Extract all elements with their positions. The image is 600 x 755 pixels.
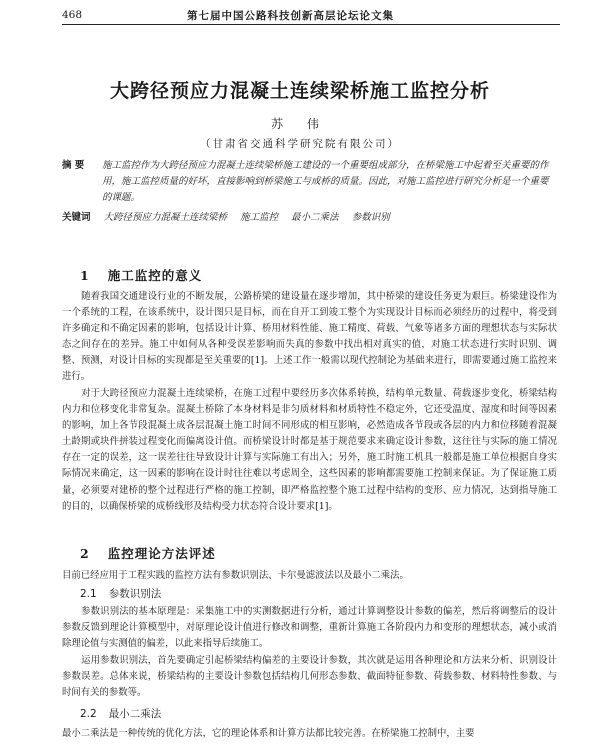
proceedings-title: 第七届中国公路科技创新高层论坛论文集: [187, 10, 394, 22]
abstract-label: 摘 要: [62, 160, 85, 171]
section-title: 监控理论方法评述: [107, 546, 216, 561]
subsection-2-1-heading: [80, 586, 161, 601]
paragraph-text: 运用参数识别法，首先要确定引起桥梁结构偏差的主要设计参数，其次就是运用各种理论和方法来分析、识别设计参数误差。总体来说，桥梁结构的主要设计参数包括结构几何形态参数、截面特征参数、荷载参数、材料特性参数、与时间有关的参数等。: [62, 655, 557, 699]
paragraph-text: 最小二乘法是一种传统的优化方法，它的理论体系和计算方法都比较完善。在桥梁施工控制中，主要: [62, 728, 475, 739]
subsection-2-1-paragraph-2: [62, 653, 557, 701]
section-1-paragraph-1: [62, 289, 557, 386]
abstract: [62, 158, 557, 206]
section-2-intro: [62, 568, 557, 584]
paragraph-text: 参数识别法的基本原理是：采集施工中的实测数据进行分析，通过计算调整设计参数的偏差，然后将调整后的设计参数反馈到理论计算模型中，对原理论设计值进行修改和调整，重新计算施工各阶段内力和变形的理想状态，减小或消除理论值与实测值的偏差，以此来指导后续施工。: [62, 606, 557, 650]
section-title: 施工监控的意义: [107, 268, 203, 283]
keyword: 最小二乘法: [291, 212, 339, 223]
section-2-heading: [80, 544, 216, 562]
keyword: 大跨径预应力混凝土连续梁桥: [103, 212, 228, 223]
subsection-number: 2.2: [80, 708, 97, 720]
paragraph-text: 对于大跨径预应力混凝土连续梁桥，在施工过程中要经历多次体系转换，结构单元数量、荷载逐步变化，桥梁结构内力和位移变化非常复杂。混凝土桥除了本身材料是非匀质材料和材质特性不稳定外，它还受温度、湿度和时间等因素的影响，加上各节段混凝土成各层混凝土施工时间不同形成的相互影响，必然造成各节段或各层的内力和位移随着混凝土龄期或块件拼装过程变化而偏离设计值。而桥梁设计时都是基于规范要求来确定设计参数，这往往与实际的施工情况存在一定的误差，这一误差往往导致设计计算与实际施工有出入；另外，施工时施工机具一般都是施工单位根据自身实际情况来确定，这一因素的影响在设计时往往难以考虑周全，这些因素的影响都需要施工控制来保证。为了保证施工质量，必须要对建桥的整个过程进行严格的施工控制，即严格监控整个施工过程中结构的变形、应力情况，达到指导施工的目的，以确保桥梁的成桥线形及结构受力状态符合设计要求[1]。: [62, 388, 557, 512]
author: 苏 伟: [271, 117, 329, 131]
section-1-paragraph-2: [62, 386, 557, 515]
subsection-2-2-heading: [80, 706, 161, 721]
affiliation: （甘肃省交通科学研究院有限公司）: [200, 138, 400, 150]
section-number: 1: [80, 268, 90, 283]
section-number: 2: [80, 546, 90, 561]
keyword: 参数识别: [351, 212, 390, 223]
abstract-text: 施工监控作为大跨径预应力混凝土连续梁桥施工建设的一个重要组成部分，在桥梁施工中起着至关重要的作用，施工监控质量的好坏，直接影响到桥梁施工与成桥的质量。因此，对施工监控进行研究分析是一个重要的课题。: [102, 160, 549, 203]
page-number: 468: [62, 9, 83, 21]
keywords: [62, 209, 557, 223]
keywords-label: 关键词: [62, 212, 91, 223]
subsection-2-1-paragraph-1: [62, 604, 557, 652]
paragraph-text: 随着我国交通建设行业的不断发展，公路桥梁的建设量在逐步增加，其中桥梁的建设任务更为艰巨。桥梁建设作为一个系统的工程，在该系统中，设计图只是目标，而在自开工到竣工整个为实现设计目标而必须经历的过程中，将受到许多确定和不确定因素的影响，包括设计计算、桥用材料性能、施工精度、荷载、气象等诸多方面的理想状态与实际状态之间存在的差异。施工中如何从各种受误差影响而失真的参数中找出相对真实的值，对施工状态进行实时识别、调整、预测，对设计目标的实现都是至关重要的[1]。上述工作一般需以现代控制论为基础来进行，即需要通过施工监控来进行。: [62, 291, 557, 383]
subsection-title: 参数识别法: [108, 588, 162, 600]
paper-title: 大跨径预应力混凝土连续梁桥施工监控分析: [109, 80, 490, 102]
running-header: [62, 8, 560, 25]
keyword: 施工监控: [240, 212, 279, 223]
section-1-heading: [80, 266, 202, 284]
paragraph-text: 目前已经应用于工程实践的监控方法有参数识别法、卡尔曼滤波法以及最小二乘法。: [62, 570, 409, 581]
subsection-title: 最小二乘法: [108, 708, 162, 720]
subsection-2-2-paragraph-1: [62, 726, 557, 742]
subsection-number: 2.1: [80, 588, 97, 600]
